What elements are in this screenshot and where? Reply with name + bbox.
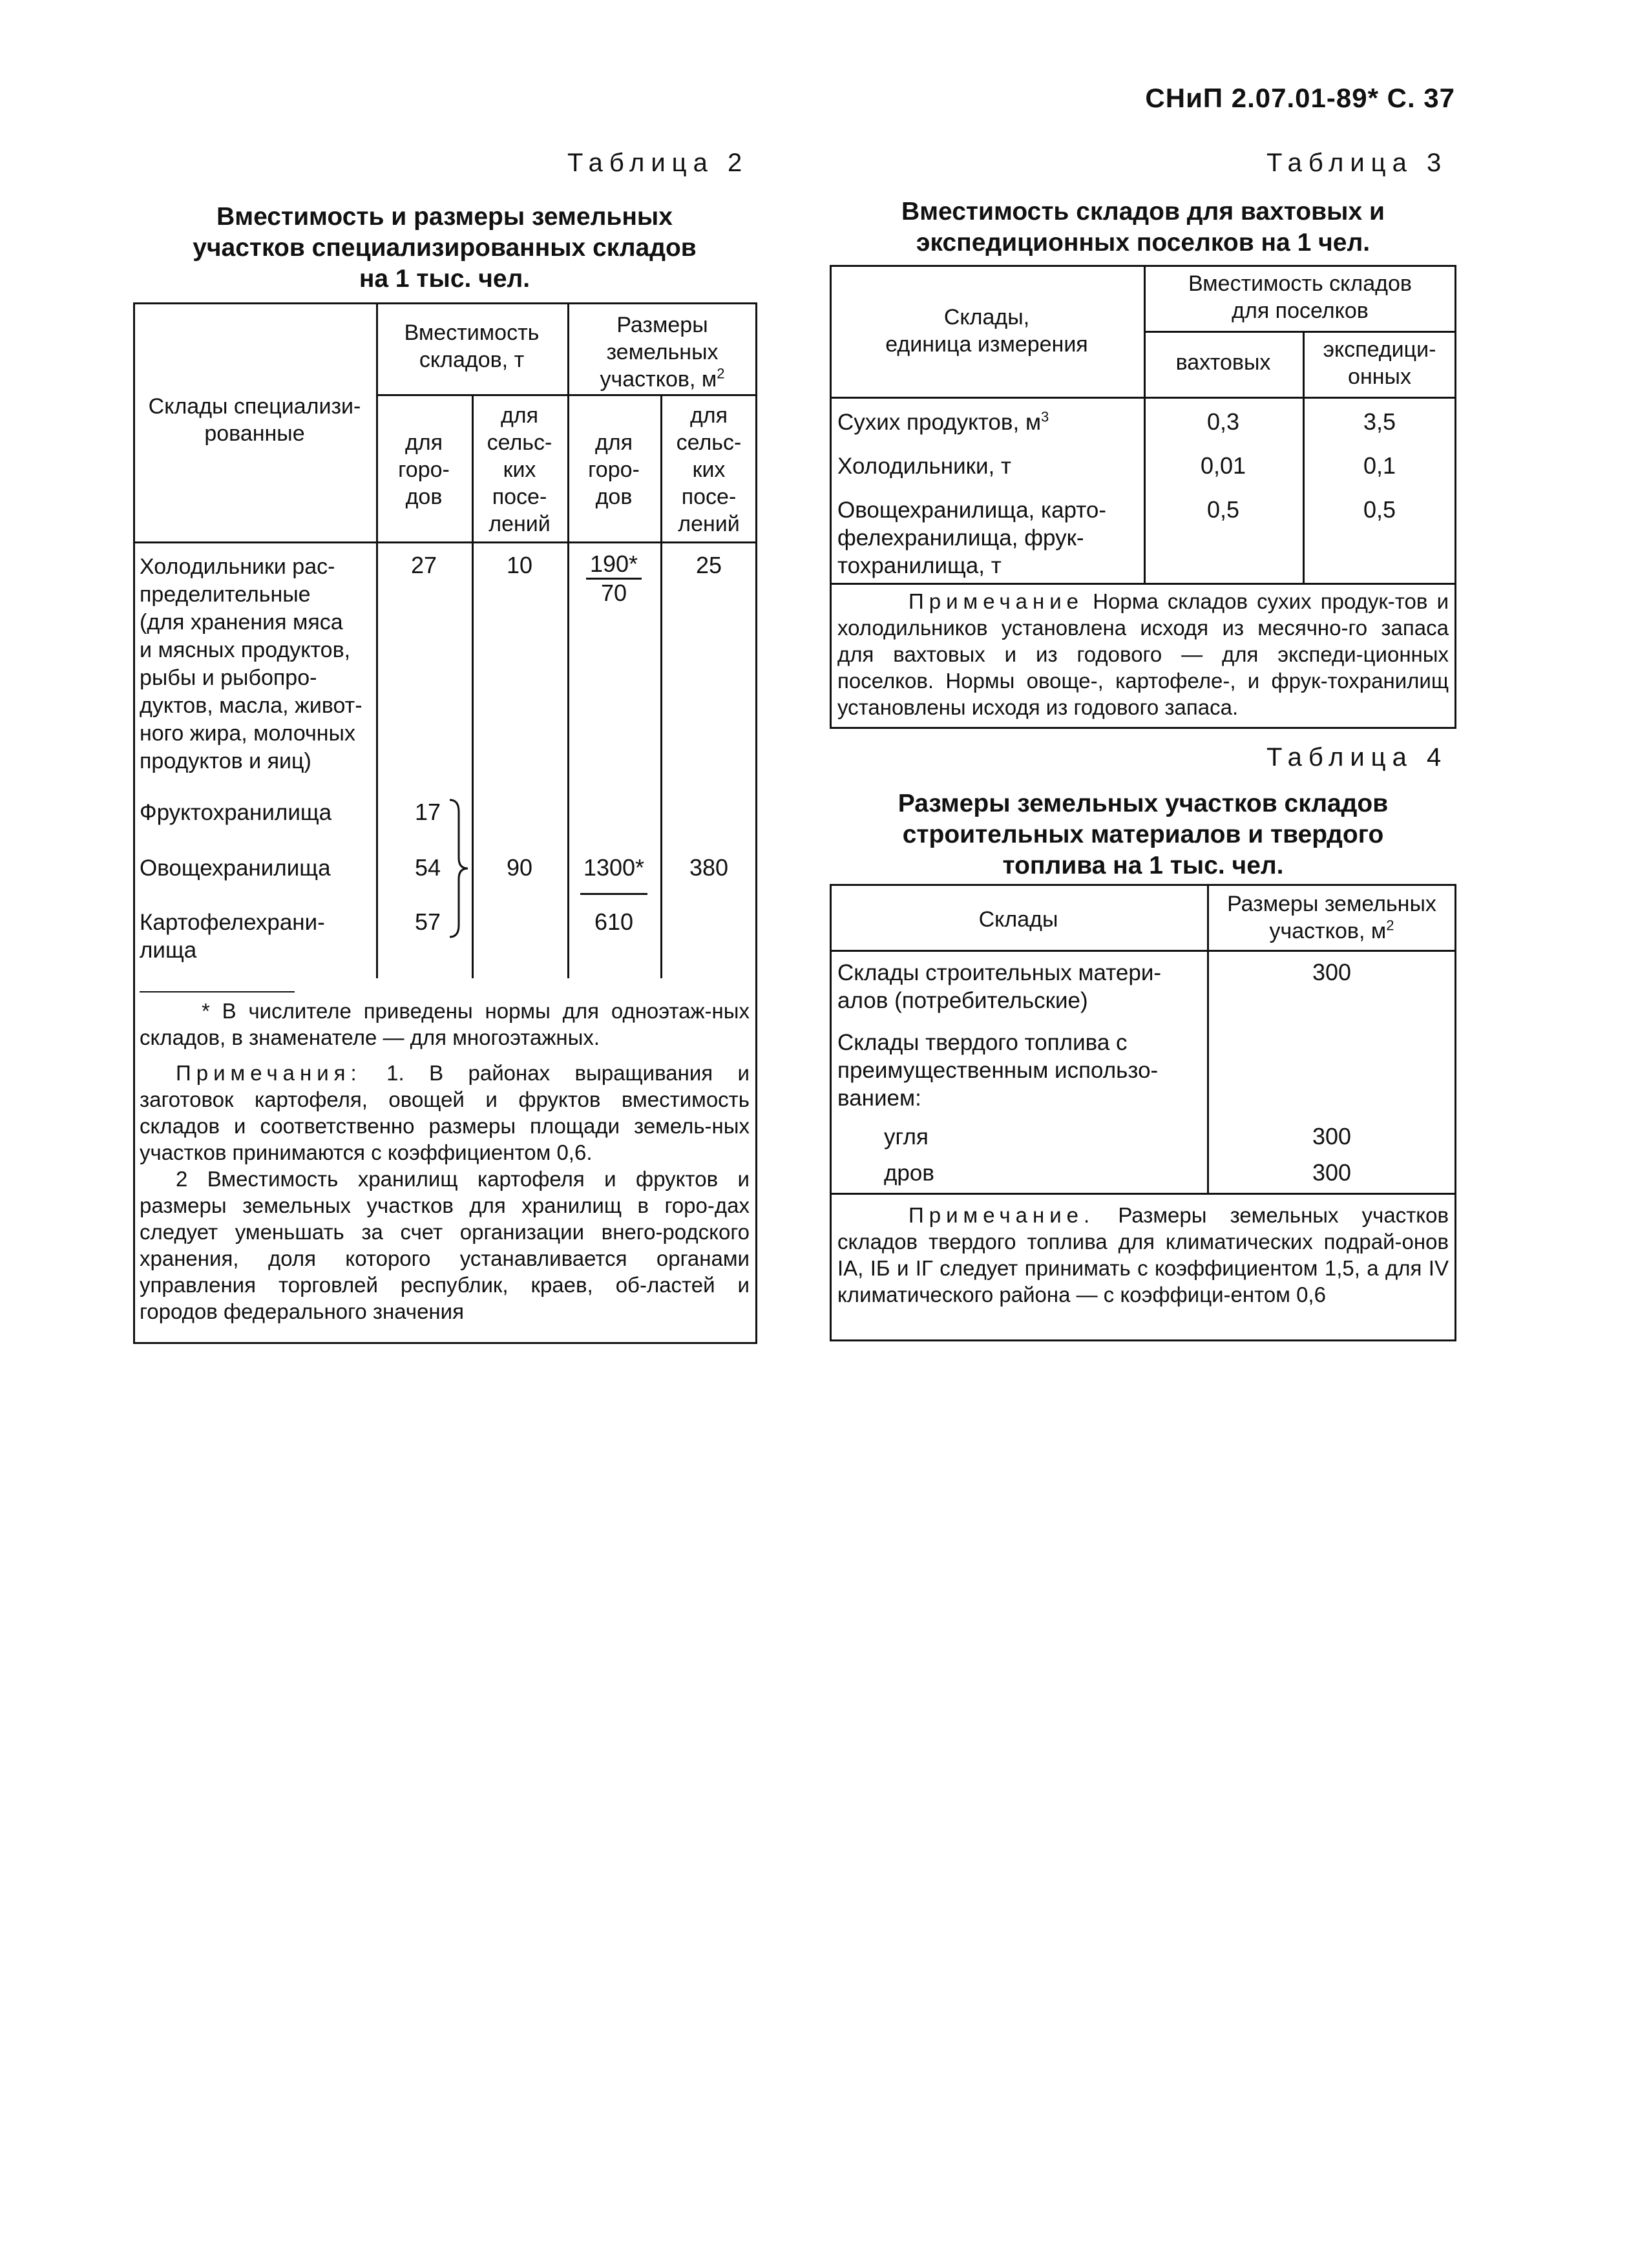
table3-row2-shift: 0,01 xyxy=(1200,452,1246,479)
table4-label: Таблица 4 xyxy=(1266,743,1448,772)
table2-note2: 2 Вместимость хранилищ картофеля и фруктов и размеры земельных участков для хранилищ в горо-дах следует уменьшать за счет организации внего-родского хранения, доля которого устанавливается органами управления торговлей республик, краев, об-ластей и городов федерального значения xyxy=(140,1167,750,1323)
table4-wood-value: 300 xyxy=(1312,1159,1352,1186)
table3-body-bottom xyxy=(830,583,1456,585)
table2-notes: Примечания: 1. В районах выращивания и заготовок картофеля, овощей и фруктов вместимость складов и соответственно размеры площади земель-ных участков принимаются с коэффициентом 0,6. xyxy=(140,1061,750,1164)
table3-head-rowlabel: Склады, единица измерения xyxy=(885,305,1088,357)
table2-head-cap-rural: для сельс- ких посе- лений xyxy=(487,403,552,536)
table3-row1-shift: 0,3 xyxy=(1206,408,1240,435)
table2-title: Вместимость и размеры земельных участков специализированных складов на 1 тыс. чел. xyxy=(193,203,697,293)
table3-note: Примечание Норма складов сухих продук-тов и холодильников установлена исходя из месячно-го запаса для вахтовых и из годового — для экспеди-ционных поселков. Нормы овоще-, картофеле-, и фрук-тохранилищ установлены исходя из годового запаса. xyxy=(837,589,1449,719)
table2-row2-cap-city: 17 xyxy=(414,799,441,825)
table4-coal-value: 300 xyxy=(1312,1123,1352,1150)
table4-row1-value: 300 xyxy=(1312,959,1352,985)
table3-title: Вместимость складов для вахтовых и экспедиционных поселков на 1 чел. xyxy=(901,198,1385,257)
table3-row1-exped: 3,5 xyxy=(1363,408,1396,435)
table3-row3-exped: 0,5 xyxy=(1363,496,1396,523)
table2-row1-cap-city: 27 xyxy=(410,552,437,578)
table4-note: Примечание. Размеры земельных участков складов твердого топлива для климатических подрай-онов IA, IБ и IГ следует принимать с коэффициентом 1,5, а для IV климатического района — с коэффици-ентом 0,6 xyxy=(837,1203,1449,1307)
table2-footnote-rule xyxy=(140,991,295,992)
table2-row2-label: Фруктохранилища xyxy=(140,800,332,825)
table2-row3-cap-rural: 90 xyxy=(506,854,533,881)
table2-row1-label: Холодильники рас- пределительные (для хранения мяса и мясных продуктов, рыбы и рыбопро- дуктов, масла, живот- ного жира, молочных продуктов и яиц) xyxy=(140,554,362,773)
table2-vline-1 xyxy=(376,302,378,978)
table4-head-rowlabel: Склады xyxy=(978,907,1058,932)
table2-head-capacity: Вместимость складов, т xyxy=(404,320,540,372)
table3-row1-label: Сухих продуктов, $м^3$ xyxy=(837,408,1049,435)
table4-wood-label: дров xyxy=(884,1160,934,1186)
table2-head-area: Размеры земельных участков, $м^2$ xyxy=(600,313,725,392)
table4-row2-label: Склады твердого топлива с преимущественным использо- ванием: xyxy=(837,1030,1159,1111)
table2-header-mid xyxy=(376,394,757,396)
table2-row4-cap-city: 57 xyxy=(414,908,441,935)
table2-row3-area-city-num: 1300* xyxy=(583,854,645,881)
table2-label: Таблица 2 xyxy=(567,149,749,177)
table4-coal-label: угля xyxy=(884,1124,929,1150)
table2-head-area-cities: для горо- дов xyxy=(588,430,640,509)
table3-head-group: Вместимость складов для поселков xyxy=(1188,271,1412,323)
table2-fraction-bar xyxy=(580,893,647,895)
table2-head-cap-cities: для горо- дов xyxy=(398,430,450,509)
running-head: СНиП 2.07.01-89* С. 37 xyxy=(1145,83,1455,113)
table4-body-bottom xyxy=(830,1193,1456,1195)
table2-row3-cap-city: 54 xyxy=(414,854,441,881)
table4-row1-label: Склады строительных матери- алов (потребительские) xyxy=(837,960,1162,1013)
table2-row4-label: Картофелехрани- лища xyxy=(140,910,325,963)
table4-title: Размеры земельных участков складов строительных материалов и твердого топлива на 1 тыс. чел. xyxy=(898,790,1389,879)
table2-head-rowlabel: Склады специализи- рованные xyxy=(148,394,361,446)
table2-row3-label: Овощехранилища xyxy=(140,856,331,881)
table2-brace-icon xyxy=(446,796,472,941)
table2-head-area-rural: для сельс- ких посе- лений xyxy=(676,403,742,536)
table4-head-area: Размеры земельных участков, $м^2$ xyxy=(1227,892,1436,943)
table3-row3-shift: 0,5 xyxy=(1206,496,1240,523)
table3-row2-exped: 0,1 xyxy=(1363,452,1396,479)
table2-row3-area-rural: 380 xyxy=(689,854,729,881)
table2-row1-cap-rural: 10 xyxy=(506,552,533,578)
table3-row3-label: Овощехранилища, карто- фелехранилища, фрук- тохранилища, т xyxy=(837,498,1106,578)
table2-row1-area-rural: 25 xyxy=(695,552,722,578)
table2-header-bottom xyxy=(133,541,757,543)
table3-header-mid xyxy=(1144,331,1456,333)
table3-row2-label: Холодильники, т xyxy=(837,454,1012,479)
table3-header-bottom xyxy=(830,397,1456,399)
table2-footnote: * В числителе приведены нормы для одноэтаж-ных складов, в знаменателе — для многоэтажных. xyxy=(140,999,750,1049)
table3-head-shift: вахтовых xyxy=(1175,350,1271,375)
table2-row1-area-city: 190* 70 xyxy=(567,551,660,607)
table3-label: Таблица 3 xyxy=(1266,149,1448,177)
table3-head-exped: экспедици- онных xyxy=(1323,337,1436,389)
table4-header-bottom xyxy=(830,950,1456,952)
table2-row3-area-city-den: 610 xyxy=(594,908,634,935)
